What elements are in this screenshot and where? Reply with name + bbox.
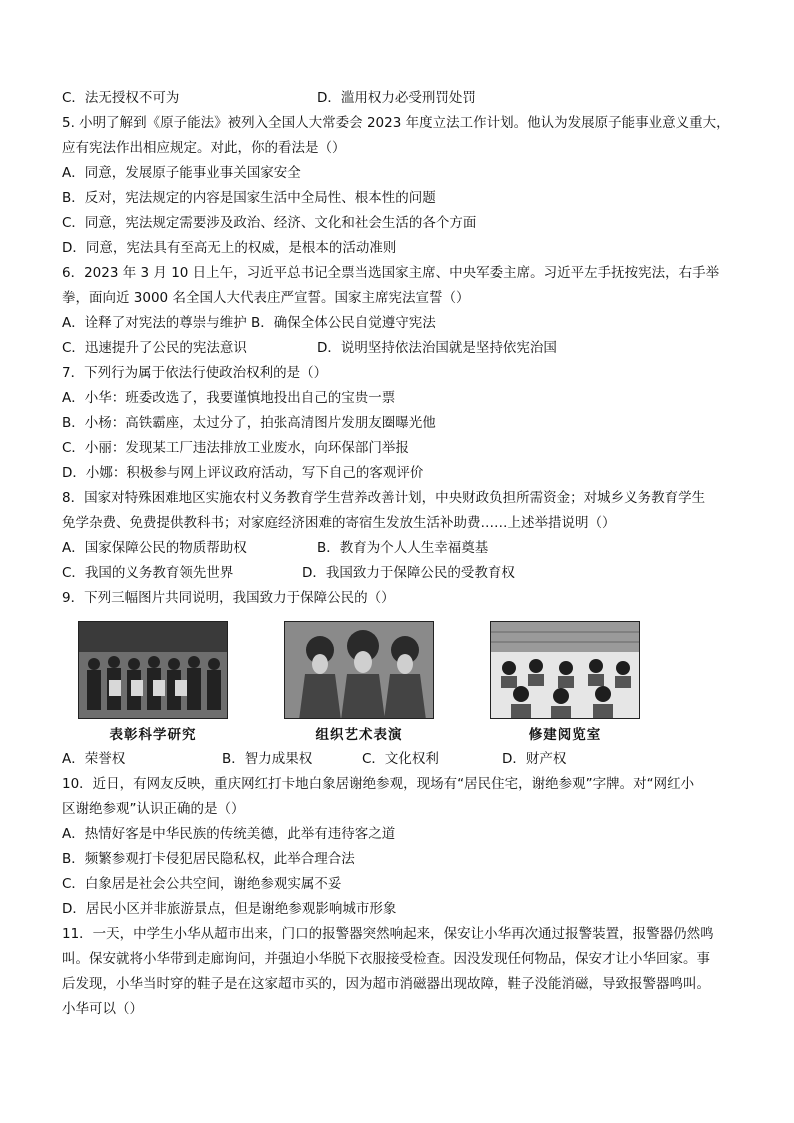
- q10-option-b: B．频繁参观打卡侵犯居民隐私权，此举合理合法: [62, 851, 355, 867]
- q7-option-b: B．小杨：高铁霸座，太过分了，拍张高清图片发朋友圈曝光他: [62, 415, 436, 431]
- question-6-stem-cont: 拳，面向近 3000 名全国人大代表庄严宣誓。国家主席宪法宣誓（）: [62, 290, 470, 306]
- question-8-stem: 8．国家对特殊困难地区实施农村义务教育学生营养改善计划，中央财政负担所需资金；对城乡义务教育学生: [62, 490, 706, 506]
- question-11-stem-2: 叫。保安就将小华带到走廊询问，并强迫小华脱下衣服接受检查。因没发现任何物品，保安才让小华回家。事: [62, 951, 710, 967]
- q8-options-cd: [62, 561, 742, 586]
- option-d: D．说明坚持依法治国就是坚持依宪治国: [317, 340, 557, 356]
- question-5-stem: 5. 小明了解到《原子能法》被列入全国人大常委会 2023 年度立法工作计划。他认为发展原子能事业意义重大，: [62, 115, 730, 131]
- question-10-stem-cont: 区谢绝参观”认识正确的是（）: [62, 801, 245, 817]
- caption-reading-room: 修建阅览室: [528, 727, 602, 743]
- option-c: C．法无授权不可为: [62, 90, 180, 106]
- question-11-stem-4: 小华可以（）: [62, 1001, 143, 1017]
- q7-option-a: A．小华：班委改选了，我要谨慎地投出自己的宝贵一票: [62, 390, 396, 406]
- exam-page: [62, 86, 742, 1022]
- option-a: A．荣誉权: [62, 751, 126, 767]
- question-11-stem: 11．一天，中学生小华从超市出来，门口的报警器突然响起来，保安让小华再次通过报警装置，报警器仍然鸣: [62, 926, 714, 942]
- q5-option-c: C．同意，宪法规定需要涉及政治、经济、文化和社会生活的各个方面: [62, 215, 477, 231]
- question-11-stem-3: 后发现，小华当时穿的鞋子是在这家超市买的，因为超市消磁器出现故障，鞋子没能消磁，导致报警器鸣叫。: [62, 976, 710, 992]
- q6-options-ab: A．诠释了对宪法的尊崇与维护 B．确保全体公民自觉遵守宪法: [62, 315, 436, 331]
- caption-science: 表彰科学研究: [109, 727, 197, 743]
- q9-options: [62, 747, 742, 772]
- science-award-photo: [78, 621, 228, 719]
- q8-options-ab: [62, 536, 742, 561]
- question-9-figures: [78, 621, 742, 743]
- q5-option-a: A．同意，发展原子能事业事关国家安全: [62, 165, 301, 181]
- figure-art-performance: [284, 621, 434, 743]
- option-d: D．财产权: [502, 751, 567, 767]
- q10-option-d: D．居民小区并非旅游景点，但是谢绝参观影响城市形象: [62, 901, 397, 917]
- figure-science-award: [78, 621, 228, 743]
- option-b: B．智力成果权: [222, 751, 313, 767]
- q5-option-d: D．同意，宪法具有至高无上的权威，是根本的活动准则: [62, 240, 397, 256]
- q10-option-a: A．热情好客是中华民族的传统美德，此举有违待客之道: [62, 826, 396, 842]
- question-7-stem: 7．下列行为属于依法行使政治权利的是（）: [62, 365, 328, 381]
- option-c: C．文化权利: [362, 751, 439, 767]
- caption-art: 组织艺术表演: [315, 727, 403, 743]
- question-9-stem: 9．下列三幅图片共同说明，我国致力于保障公民的（）: [62, 590, 395, 606]
- question-10-stem: 10．近日，有网友反映，重庆网红打卡地白象居谢绝参观，现场有“居民住宅，谢绝参观”字牌。对“网红小: [62, 776, 695, 792]
- question-5-stem-cont: 应有宪法作出相应规定。对此，你的看法是（）: [62, 140, 346, 156]
- q4-options-cd: [62, 86, 742, 111]
- q7-option-c: C．小丽：发现某工厂违法排放工业废水，向环保部门举报: [62, 440, 409, 456]
- q10-option-c: C．白象居是社会公共空间，谢绝参观实属不妥: [62, 876, 342, 892]
- q5-option-b: B．反对，宪法规定的内容是国家生活中全局性、根本性的问题: [62, 190, 436, 206]
- option-a: A．国家保障公民的物质帮助权: [62, 540, 247, 556]
- question-8-stem-cont: 免学杂费、免费提供教科书；对家庭经济困难的寄宿生发放生活补助费……上述举措说明（）: [62, 515, 616, 531]
- figure-reading-room: [490, 621, 640, 743]
- option-b: B．教育为个人人生幸福奠基: [317, 540, 489, 556]
- option-c: C．迅速提升了公民的宪法意识: [62, 340, 247, 356]
- q7-option-d: D．小娜：积极参与网上评议政府活动，写下自己的客观评价: [62, 465, 424, 481]
- reading-room-photo: [490, 621, 640, 719]
- option-d: D．我国致力于保障公民的受教育权: [302, 565, 515, 581]
- q6-options-cd: [62, 336, 742, 361]
- option-c: C．我国的义务教育领先世界: [62, 565, 234, 581]
- option-d: D．滥用权力必受刑罚处罚: [317, 90, 476, 106]
- question-6-stem: 6．2023 年 3 月 10 日上午，习近平总书记全票当选国家主席、中央军委主席。习近平左手抚按宪法，右手举: [62, 265, 720, 281]
- art-performance-photo: [284, 621, 434, 719]
